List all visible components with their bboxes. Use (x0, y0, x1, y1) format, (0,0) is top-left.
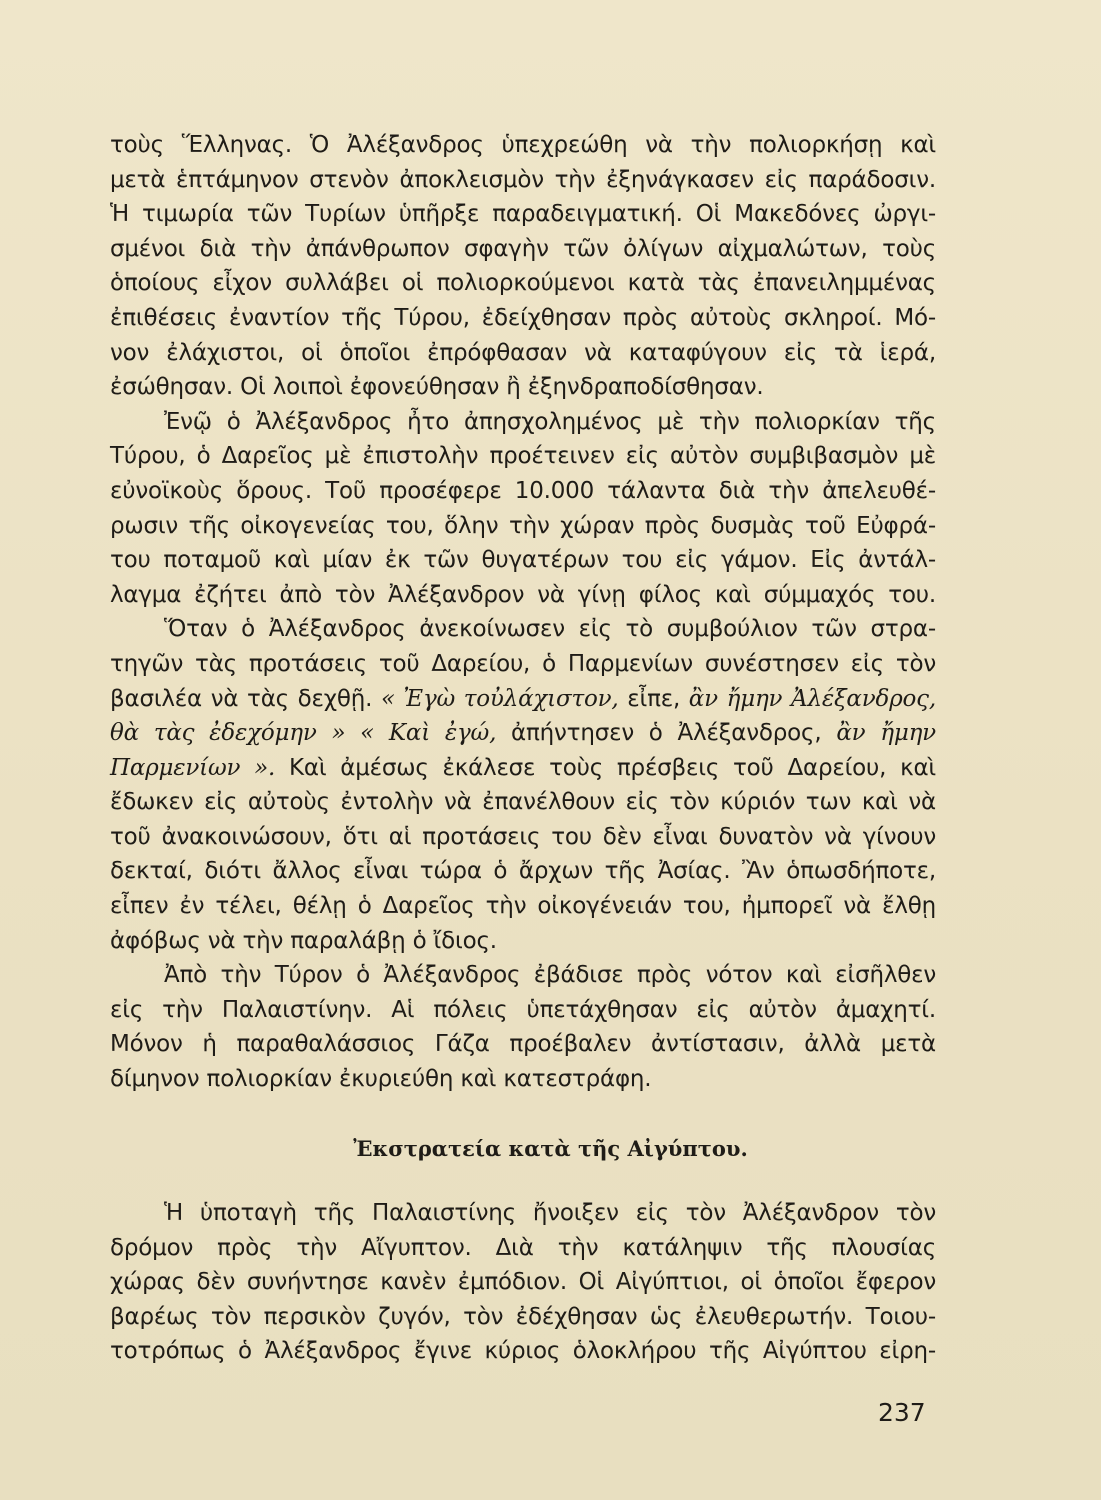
text-line: σμένοι διὰ τὴν ἀπάνθρωπον σφαγὴν τῶν ὀλίγων αἰχμαλώτων, τοὺς (110, 235, 936, 262)
text-line: χώρας δὲν συνήντησε κανὲν ἐμπόδιον. Οἱ Αἰγύπτιοι, οἱ ὁποῖοι ἔφερον (110, 1269, 936, 1296)
text-line (110, 716, 936, 751)
text-line: τοῦ ἀνακοινώσουν, ὅτι αἱ προτάσεις του δὲν εἶναι δυνατὸν νὰ γίνουν (110, 823, 936, 850)
text-line: Ὅταν ὁ Ἀλέξανδρος ἀνεκοίνωσεν εἰς τὸ συμβούλιον τῶν στρα- (164, 616, 936, 643)
text-line: Ἡ ὑποταγὴ τῆς Παλαιστίνης ἤνοιξεν εἰς τὸν Ἀλέξανδρον τὸν (164, 1200, 936, 1226)
text-line: τοτρόπως ὁ Ἀλέξανδρος ἔγινε κύριος ὁλοκλήρου τῆς Αἰγύπτου εἰρη- (110, 1338, 936, 1365)
text-line: του ποταμοῦ καὶ μίαν ἐκ τῶν θυγατέρων του εἰς γάμον. Εἰς ἀντάλ- (110, 547, 936, 574)
quote-italic: ἂν ἤμην (836, 720, 936, 747)
text-line: εἶπεν ἐν τέλει, θέλῃ ὁ Δαρεῖος τὴν οἰκογένειάν του, ἠμπορεῖ νὰ ἔλθῃ (110, 893, 936, 920)
text-line (110, 751, 936, 786)
page-number: 237 (878, 1398, 926, 1427)
quote-mid: εἶπε, (627, 685, 681, 712)
text-line: Μόνον ἡ παραθαλάσσιος Γάζα προέβαλεν ἀντίστασιν, ἀλλὰ μετὰ (110, 1031, 936, 1058)
text-line: ἐσώθησαν. Οἱ λοιποὶ ἐφονεύθησαν ἢ ἐξηνδραποδίσθησαν. (110, 374, 764, 401)
text-line: μετὰ ἑπτάμηνον στενὸν ἀποκλεισμὸν τὴν ἐξηνάγκασεν εἰς παράδοσιν. (110, 166, 936, 193)
quote-italic: ἂν ἤμην Ἀλέξανδρος, (688, 685, 936, 712)
text-line: τηγῶν τὰς προτάσεις τοῦ Δαρείου, ὁ Παρμενίων συνέστησεν εἰς τὸν (110, 650, 936, 677)
text-line: τοὺς Ἕλληνας. Ὁ Ἀλέξανδρος ὑπεχρεώθη νὰ τὴν πολιορκήσῃ καὶ (110, 132, 936, 158)
text-line: νον ἐλάχιστοι, οἱ ὁποῖοι ἐπρόφθασαν νὰ καταφύγουν εἰς τὰ ἱερά, (110, 339, 936, 366)
quote-pre: βασιλέα νὰ τὰς δεχθῇ. (110, 685, 373, 712)
main-text-continued (110, 1196, 936, 1369)
text-line: βαρέως τὸν περσικὸν ζυγόν, τὸν ἐδέχθησαν ὡς ἐλευθερωτήν. Τοιου- (110, 1303, 936, 1330)
text-line: Ἐνῷ ὁ Ἀλέξανδρος ἦτο ἀπησχολημένος μὲ τὴν πολιορκίαν τῆς (164, 408, 936, 435)
quote-rest: Καὶ ἀμέσως ἐκάλεσε τοὺς πρέσβεις τοῦ Δαρείου, καὶ (289, 754, 936, 781)
quote-italic: « Ἐγὼ τοὐλάχιστον, (380, 685, 619, 712)
text-line: ἀφόβως νὰ τὴν παραλάβῃ ὁ ἴδιος. (110, 927, 497, 954)
text-line: δρόμον πρὸς τὴν Αἴγυπτον. Διὰ τὴν κατάληψιν τῆς πλουσίας (110, 1234, 936, 1261)
text-line: δεκταί, διότι ἄλλος εἶναι τώρα ὁ ἄρχων τῆς Ἀσίας. Ἂν ὁπωσδήποτε, (110, 858, 936, 885)
text-line: δίμηνον πολιορκίαν ἐκυριεύθη καὶ κατεστράφη. (110, 1066, 652, 1093)
text-line: Ἀπὸ τὴν Τύρον ὁ Ἀλέξανδρος ἐβάδισε πρὸς νότον καὶ εἰσῆλθεν (164, 962, 936, 989)
quote-italic: Παρμενίων ». (110, 754, 276, 781)
quote-italic: θὰ τὰς ἐδεχόμην » (110, 720, 346, 747)
section-heading: Ἐκστρατεία κατὰ τῆς Αἰγύπτου. (353, 1136, 748, 1161)
text-line: εἰς τὴν Παλαιστίνην. Αἱ πόλεις ὑπετάχθησαν εἰς αὐτὸν ἀμαχητί. (110, 996, 936, 1023)
quote-mid: ἀπήντησεν ὁ Ἀλέξανδρος, (511, 720, 822, 747)
text-line: ἐπιθέσεις ἐναντίον τῆς Τύρου, ἐδείχθησαν πρὸς αὐτοὺς σκληροί. Μό- (110, 304, 936, 331)
text-line: ὁποίους εἶχον συλλάβει οἱ πολιορκούμενοι κατὰ τὰς ἐπανειλημμένας (110, 270, 936, 297)
text-line: Τύρου, ὁ Δαρεῖος μὲ ἐπιστολὴν προέτεινεν εἰς αὐτὸν συμβιβασμὸν μὲ (110, 443, 936, 470)
text-line: Ἡ τιμωρία τῶν Τυρίων ὑπῆρξε παραδειγματική. Οἱ Μακεδόνες ὠργι- (110, 201, 936, 228)
quote-italic: « Καὶ ἐγώ, (360, 720, 497, 747)
main-text (110, 128, 936, 1097)
text-line: ρωσιν τῆς οἰκογενείας του, ὅλην τὴν χώραν πρὸς δυσμὰς τοῦ Εὐφρά- (110, 512, 936, 539)
text-line: λαγμα ἐζήτει ἀπὸ τὸν Ἀλέξανδρον νὰ γίνῃ φίλος καὶ σύμμαχός του. (110, 581, 936, 608)
text-line (110, 682, 936, 717)
text-line: εὐνοϊκοὺς ὅρους. Τοῦ προσέφερε 10.000 τάλαντα διὰ τὴν ἀπελευθέ- (110, 477, 936, 504)
text-line: ἔδωκεν εἰς αὐτοὺς ἐντολὴν νὰ ἐπανέλθουν εἰς τὸν κύριόν των καὶ νὰ (110, 789, 936, 816)
